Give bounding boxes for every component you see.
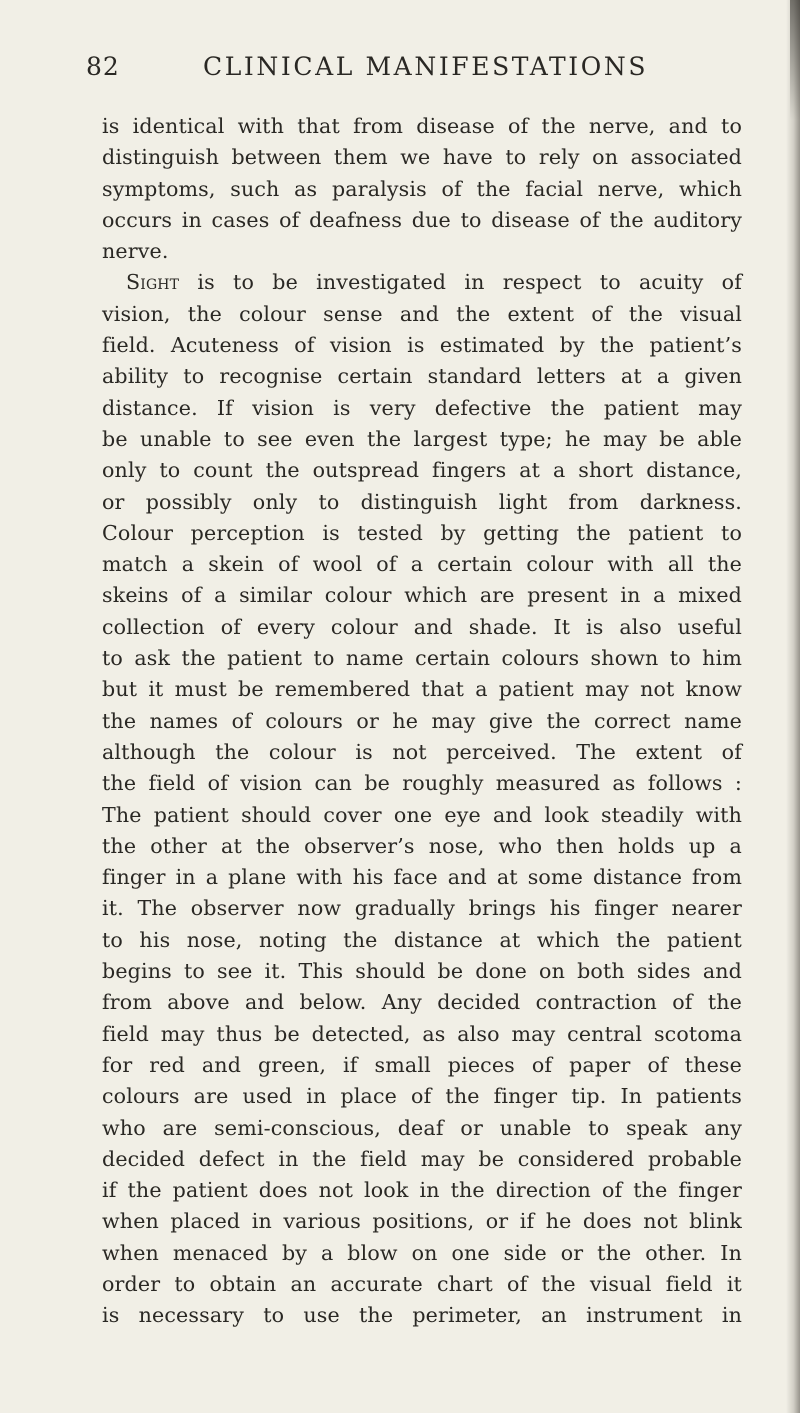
text-line: for red and green, if small pieces of paper of these	[102, 1052, 742, 1077]
text-line: when placed in various positions, or if he does not blink	[102, 1209, 742, 1234]
text-line: be unable to see even the largest type; he may be able	[102, 426, 742, 451]
text-line: is identical with that from disease of the nerve, and to	[102, 114, 742, 138]
text-line: The patient should cover one eye and look steadily with	[102, 802, 742, 827]
text-line: the field of vision can be roughly measured as follows :	[102, 771, 742, 796]
text-line: only to count the outspread fingers at a short distance,	[102, 458, 742, 483]
body-text	[102, 111, 742, 1332]
text-line: distance. If vision is very defective the patient may	[102, 395, 742, 420]
text-line: it. The observer now gradually brings his finger nearer	[102, 896, 742, 921]
text-line: Colour perception is tested by getting the patient to	[102, 520, 742, 545]
text-line: ability to recognise certain standard letters at a given	[102, 364, 742, 389]
page-number: 82	[86, 52, 120, 81]
page-corner-shadow	[790, 0, 800, 120]
text-line: the other at the observer’s nose, who then holds up a	[102, 833, 742, 858]
running-head: CLINICAL MANIFESTATIONS	[203, 52, 649, 81]
text-line: to ask the patient to name certain colours shown to him	[102, 646, 742, 671]
text-line: vision, the colour sense and the extent of the visual	[102, 301, 742, 326]
text-line: match a skein of wool of a certain colour with all the	[102, 552, 742, 577]
text-line: nerve.	[102, 239, 169, 264]
paragraph-first-line	[102, 267, 742, 298]
text-line: occurs in cases of deafness due to disease of the auditory	[102, 207, 742, 232]
text-line: distinguish between them we have to rely on associated	[102, 145, 742, 170]
page-header	[86, 52, 746, 92]
text-line: is necessary to use the perimeter, an instrument in	[102, 1303, 742, 1328]
text-line: symptoms, such as paralysis of the facial nerve, which	[102, 176, 742, 201]
text-line: colours are used in place of the finger tip. In patients	[102, 1084, 742, 1109]
text-line: but it must be remembered that a patient may not know	[102, 677, 742, 702]
page-edge-shadow	[786, 0, 800, 1413]
text-line: decided defect in the field may be considered probable	[102, 1146, 742, 1171]
text-line: to his nose, noting the distance at which the patient	[102, 927, 742, 952]
paragraph-lead-word: Sight	[126, 270, 180, 295]
text-line: collection of every colour and shade. It is also useful	[102, 614, 742, 639]
text-line: if the patient does not look in the direction of the finger	[102, 1178, 742, 1203]
text-line: field. Acuteness of vision is estimated by the patient’s	[102, 333, 742, 358]
text-line: although the colour is not perceived. The extent of	[102, 739, 742, 764]
text-line: field may thus be detected, as also may central scotoma	[102, 1021, 742, 1046]
text-line-rest: is to be investigated in respect to acuity of	[197, 270, 743, 295]
text-line: when menaced by a blow on one side or the other. In	[102, 1240, 742, 1265]
text-line: order to obtain an accurate chart of the visual field it	[102, 1271, 742, 1296]
text-line: the names of colours or he may give the correct name	[102, 708, 742, 733]
text-line: who are semi-conscious, deaf or unable to speak any	[102, 1115, 742, 1140]
text-line: from above and below. Any decided contraction of the	[102, 990, 742, 1015]
text-line: or possibly only to distinguish light from darkness.	[102, 489, 742, 514]
text-line: finger in a plane with his face and at some distance from	[102, 865, 742, 890]
text-line: skeins of a similar colour which are present in a mixed	[102, 583, 742, 608]
text-line: begins to see it. This should be done on both sides and	[102, 959, 742, 984]
